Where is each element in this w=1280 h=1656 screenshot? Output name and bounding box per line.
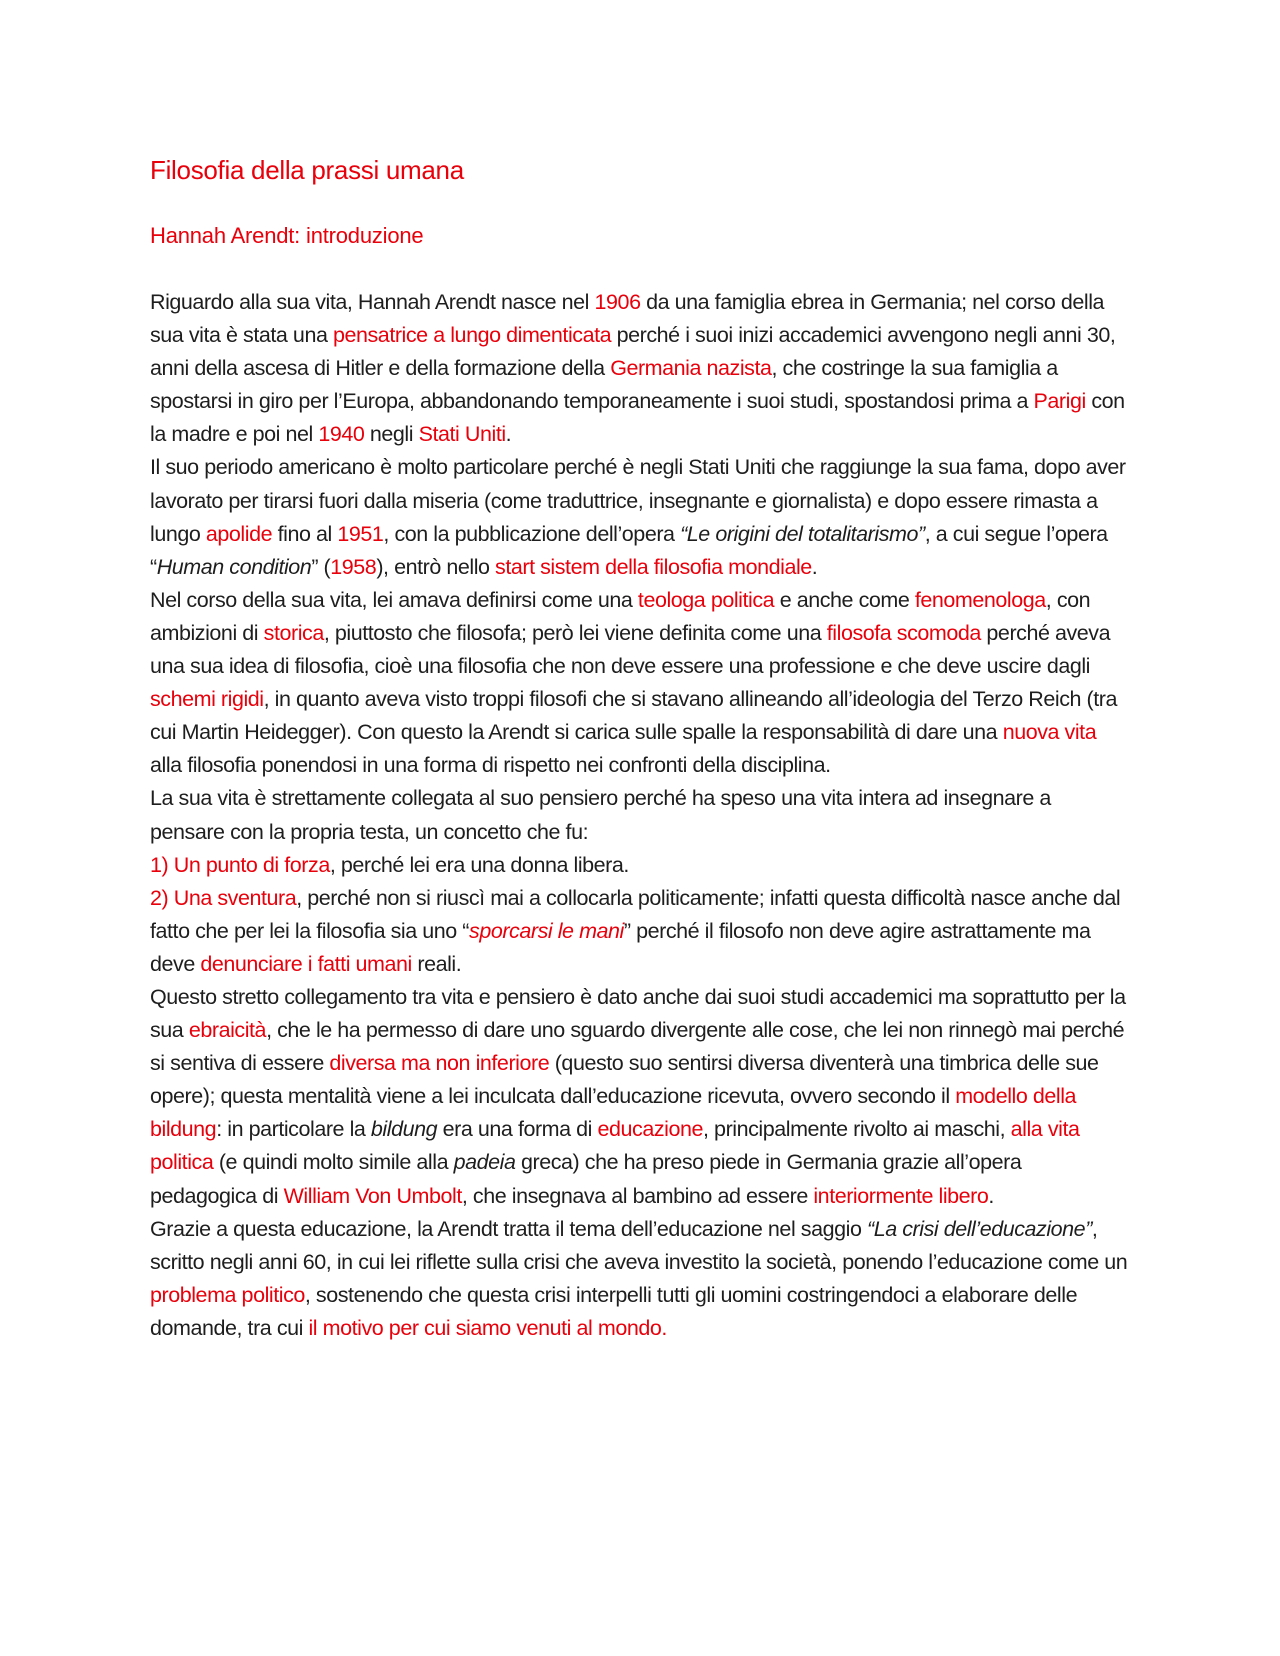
- text-run: , sostenendo che questa crisi interpelli tutti gli uomini costringendoci a elaborare delle domande, tra cui: [150, 1282, 1078, 1340]
- text-run: con la madre e poi nel: [150, 389, 1125, 447]
- highlighted-text: ebraicità: [188, 1018, 267, 1043]
- paragraph: [150, 981, 1130, 1213]
- text-run: (e quindi molto simile alla: [213, 1150, 454, 1175]
- text-run: , che costringe la sua famiglia a spostarsi in giro per l’Europa, abbandonando temporaneamente i suoi studi, spostandosi prima a: [150, 356, 1058, 414]
- italic-text: padeia: [453, 1150, 516, 1175]
- text-run: .: [505, 422, 512, 447]
- paragraph: [150, 584, 1130, 783]
- text-run: ” perché il filosofo non deve agire astrattamente ma deve: [150, 918, 1091, 976]
- text-run: greca) che ha preso piede in Germania grazie all’opera pedagogica di: [150, 1150, 1022, 1208]
- text-run: negli: [364, 422, 419, 447]
- document-subtitle: Hannah Arendt: introduzione: [150, 223, 424, 248]
- text-run: , con ambizioni di: [150, 587, 1091, 645]
- text-run: ), entrò nello: [376, 554, 496, 579]
- highlighted-text: Germania nazista: [610, 356, 772, 381]
- text-run: .: [988, 1183, 994, 1208]
- highlighted-text: 1) Un punto di forza: [150, 852, 330, 877]
- highlighted-text: sporcarsi le mani: [469, 918, 624, 943]
- document-title: Filosofia della prassi umana: [150, 155, 464, 185]
- text-run: (questo suo sentirsi diversa diventerà una timbrica delle sue opere); questa mentalità viene a lei inculcata dall’educazione ricevuta, ovvero secondo il: [150, 1051, 1099, 1109]
- highlighted-text: il motivo per cui siamo venuti al mondo.: [308, 1315, 667, 1340]
- paragraph: [150, 1213, 1130, 1345]
- highlighted-text: 2) Una sventura: [150, 885, 297, 910]
- highlighted-text: interiormente libero: [813, 1183, 989, 1208]
- text-run: da una famiglia ebrea in Germania; nel corso della sua vita è stata una: [150, 290, 1105, 348]
- text-run: La sua vita è strettamente collegata al suo pensiero perché ha speso una vita intera ad insegnare a pensare con la propria testa, un concetto che fu:: [150, 786, 1051, 844]
- text-run: , perché non si riuscì mai a collocarla politicamente; infatti questa difficoltà nasce anche dal fatto che per lei la filosofia sia uno “: [150, 885, 1121, 943]
- paragraph: [150, 782, 1130, 848]
- highlighted-text: educazione: [597, 1117, 704, 1142]
- italic-text: bildung: [370, 1117, 438, 1142]
- text-run: era una forma di: [437, 1117, 598, 1142]
- paragraph: [150, 286, 1130, 451]
- text-run: , principalmente rivolto ai maschi,: [703, 1117, 1011, 1142]
- highlighted-text: start sistem della filosofia mondiale: [495, 554, 812, 579]
- highlighted-text: alla vita politica: [150, 1117, 1080, 1175]
- text-run: perché i suoi inizi accademici avvengono negli anni 30, anni della ascesa di Hitler e della formazione della: [150, 323, 1116, 381]
- paragraph: [150, 849, 1130, 882]
- highlighted-text: Parigi: [1033, 389, 1086, 414]
- highlighted-text: modello della bildung: [150, 1084, 1077, 1142]
- text-run: fino al: [272, 521, 338, 546]
- highlighted-text: Stati Uniti: [418, 422, 506, 447]
- text-run: , piuttosto che filosofa; però lei viene definita come una: [323, 620, 827, 645]
- text-run: Questo stretto collegamento tra vita e pensiero è dato anche dai suoi studi accademici ma soprattutto per la sua: [150, 984, 1126, 1043]
- text-run: Riguardo alla sua vita, Hannah Arendt nasce nel: [150, 290, 595, 314]
- text-run: , con la pubblicazione dell’opera: [383, 521, 681, 546]
- text-run: , che insegnava al bambino ad essere: [461, 1183, 814, 1208]
- highlighted-text: fenomenologa: [914, 587, 1046, 612]
- italic-text: “Le origini del totalitarismo”: [680, 521, 925, 546]
- text-run: alla filosofia ponendosi in una forma di rispetto nei confronti della disciplina.: [150, 753, 831, 778]
- italic-text: Human condition: [156, 554, 312, 579]
- highlighted-text: 1940: [318, 422, 365, 447]
- highlighted-text: apolide: [205, 521, 273, 546]
- highlighted-text: William Von Umbolt: [283, 1183, 462, 1208]
- text-run: Grazie a questa educazione, la Arendt tratta il tema dell’educazione nel saggio: [150, 1216, 867, 1241]
- text-run: , scritto negli anni 60, in cui lei riflette sulla crisi che aveva investito la società, ponendo l’educazione come un: [150, 1216, 1128, 1274]
- text-run: , in quanto aveva visto troppi filosofi che si stavano allineando all’ideologia del Terzo Reich (tra cui Martin Heidegger). Con questo la Arendt si carica sulle spalle la responsabilità di dare una: [150, 687, 1117, 745]
- text-run: perché aveva una sua idea di filosofia, cioè una filosofia che non deve essere una professione e che deve uscire dagli: [150, 620, 1111, 679]
- highlighted-text: problema politico: [150, 1282, 305, 1307]
- text-run: Nel corso della sua vita, lei amava definirsi come una: [150, 587, 638, 612]
- highlighted-text: diversa ma non inferiore: [329, 1051, 550, 1076]
- highlighted-text: nuova vita: [1002, 720, 1097, 745]
- text-run: , a cui segue l’opera “: [150, 521, 1108, 579]
- highlighted-text: 1958: [330, 554, 377, 579]
- text-run: e anche come: [774, 587, 915, 612]
- highlighted-text: schemi rigidi: [150, 687, 264, 712]
- highlighted-text: 1906: [594, 290, 641, 314]
- highlighted-text: storica: [263, 620, 324, 645]
- text-run: : in particolare la: [216, 1117, 371, 1142]
- italic-text: “La crisi dell’educazione”: [866, 1216, 1092, 1241]
- document-body: [150, 286, 1130, 1345]
- text-run: , perché lei era una donna libera.: [329, 852, 629, 877]
- text-run: ” (: [311, 554, 331, 579]
- highlighted-text: denunciare i fatti umani: [200, 951, 412, 976]
- text-run: , che le ha permesso di dare uno sguardo divergente alle cose, che lei non rinnegò mai perché si sentiva di essere: [150, 1018, 1125, 1076]
- highlighted-text: pensatrice a lungo dimenticata: [332, 323, 612, 348]
- highlighted-text: 1951: [337, 521, 384, 546]
- highlighted-text: teologa politica: [637, 587, 775, 612]
- text-run: Il suo periodo americano è molto particolare perché è negli Stati Uniti che raggiunge la sua fama, dopo aver lavorato per tirarsi fuori dalla miseria (come traduttrice, insegnante e giornalista) e dopo essere rimasta a lungo: [150, 455, 1126, 546]
- text-run: .: [811, 554, 818, 579]
- highlighted-text: filosofa scomoda: [826, 620, 981, 645]
- paragraph: [150, 882, 1130, 981]
- text-run: reali.: [411, 951, 462, 976]
- paragraph: [150, 451, 1130, 583]
